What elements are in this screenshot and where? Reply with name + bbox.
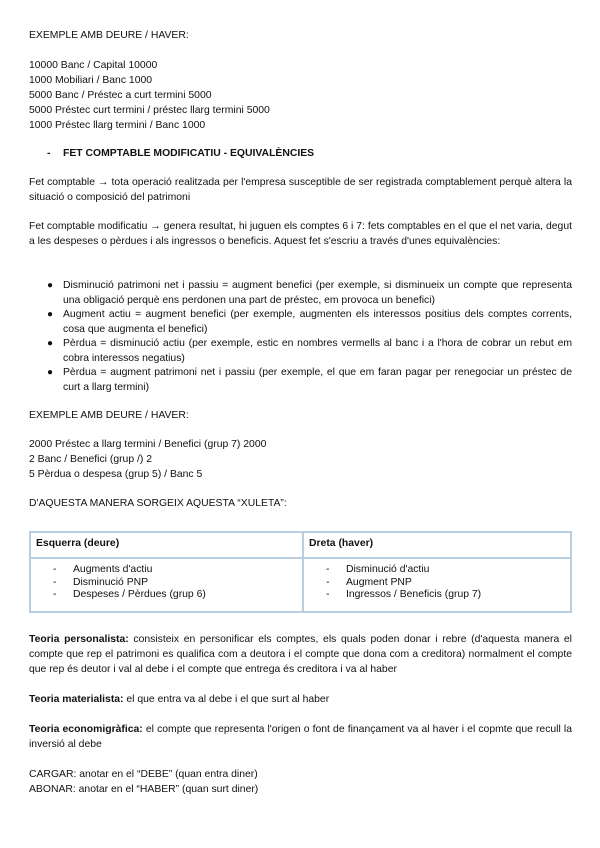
teoria-personalista <box>29 632 572 677</box>
footer-line-cargar: CARGAR: anotar en el “DEBE” (quan entra diner) <box>29 769 258 780</box>
bullet-text: Disminució patrimoni net i passiu = augment benefici (per exemple, si disminueix un compte que representa una obligació perquè ens perdonen una part de préstec, em provoca un benefici) <box>63 280 572 306</box>
example-line: 2 Banc / Benefici (grup /) 2 <box>29 454 153 465</box>
example-line: 5000 Banc / Préstec a curt termini 5000 <box>29 90 212 101</box>
bullet-text: Pèrdua = disminució actiu (per exemple, estic en nombres vermells al banc i a l'hora de cobrar un rebut em cobra interessos negatius) <box>63 338 572 364</box>
list-item: - Despeses / Pèrdues (grup 6) <box>53 589 206 600</box>
xuleta-intro: D'AQUESTA MANERA SORGEIX AQUESTA “XULETA”: <box>29 498 287 509</box>
section-dash: - <box>47 148 51 159</box>
teoria-label: Teoria materialista: <box>29 694 124 705</box>
xuleta-table <box>29 531 572 613</box>
example-line: 10000 Banc / Capital 10000 <box>29 60 158 71</box>
table-header-right: Dreta (haver) <box>303 532 571 558</box>
teoria-text: el que entra va al debe i el que surt al haber <box>123 694 330 705</box>
paragraph-fet-modificatiu: Fet comptable modificatiu → genera resultat, hi juguen els comptes 6 i 7: fets comptables en el que el net varia, degut a les despeses o pèrdues i als ingressos o beneficis. Aquest fet s'escriu a través d'unes equivalències: <box>29 221 572 247</box>
example-1-lines <box>29 58 572 133</box>
teoria-label: Teoria economigràfica: <box>29 724 143 735</box>
teoria-economigrafica <box>29 722 572 752</box>
example-line: 1000 Mobiliari / Banc 1000 <box>29 75 153 86</box>
footer-line-abonar: ABONAR: anotar en el “HABER” (quan surt diner) <box>29 784 259 795</box>
list-item: - Ingressos / Beneficis (grup 7) <box>326 589 482 600</box>
paragraph-fet-comptable: Fet comptable → tota operació realitzada per l'empresa susceptible de ser registrada comptablement perquè altera la situació o composició del patrimoni <box>29 177 572 203</box>
table-cell-right <box>303 558 571 612</box>
bullet-icon: ● <box>47 338 54 349</box>
teoria-text: consisteix en personificar els comptes, els quals poden donar i rebre (d'aquesta manera el compte que rep el patrimoni es qualifica com a deutora i el compte que dona com a creditora) normalment el compte que rep és deutor i val al debe i el compte que entrega és creditora i va al haber <box>29 634 572 675</box>
list-item: - Augment PNP <box>326 576 412 588</box>
example-line: 5 Pèrdua o despesa (grup 5) / Banc 5 <box>29 469 203 480</box>
bullet-icon: ● <box>47 280 54 291</box>
bullet-icon: ● <box>47 309 54 320</box>
footer-lines <box>29 767 572 797</box>
list-item: - Augments d'actiu <box>53 564 153 575</box>
example-2-lines <box>29 437 572 482</box>
teoria-text: el compte que representa l'origen o font de finançament va al haver i el copmte que recull la inversió al debe <box>29 724 572 750</box>
bullet-icon: ● <box>47 367 54 378</box>
teoria-materialista <box>29 692 572 707</box>
table-header-left: Esquerra (deure) <box>30 532 303 558</box>
example-line: 5000 Préstec curt termini / préstec llarg termini 5000 <box>29 105 270 116</box>
example-line: 2000 Préstec a llarg termini / Benefici (grup 7) 2000 <box>29 439 267 450</box>
list-item: - Disminució PNP <box>53 576 149 588</box>
table-cell-left <box>30 558 303 612</box>
example-line: 1000 Préstec llarg termini / Banc 1000 <box>29 120 206 131</box>
bullet-text: Pèrdua = augment patrimoni net i passiu (per exemple, el que em faran pagar per renegociar un préstec de curt a llarg termini) <box>63 367 572 393</box>
example-2-heading: EXEMPLE AMB DEURE / HAVER: <box>29 410 189 421</box>
example-1-heading: EXEMPLE AMB DEURE / HAVER: <box>29 30 189 41</box>
section-title: FET COMPTABLE MODIFICATIU - EQUIVALÈNCIES <box>63 148 315 159</box>
teoria-label: Teoria personalista: <box>29 634 129 645</box>
list-item: - Disminució d'actiu <box>326 564 430 575</box>
bullet-text: Augment actiu = augment benefici (per exemple, augmenten els interessos positius dels comptes corrents, cosa que augmenta el benefici) <box>63 309 572 335</box>
